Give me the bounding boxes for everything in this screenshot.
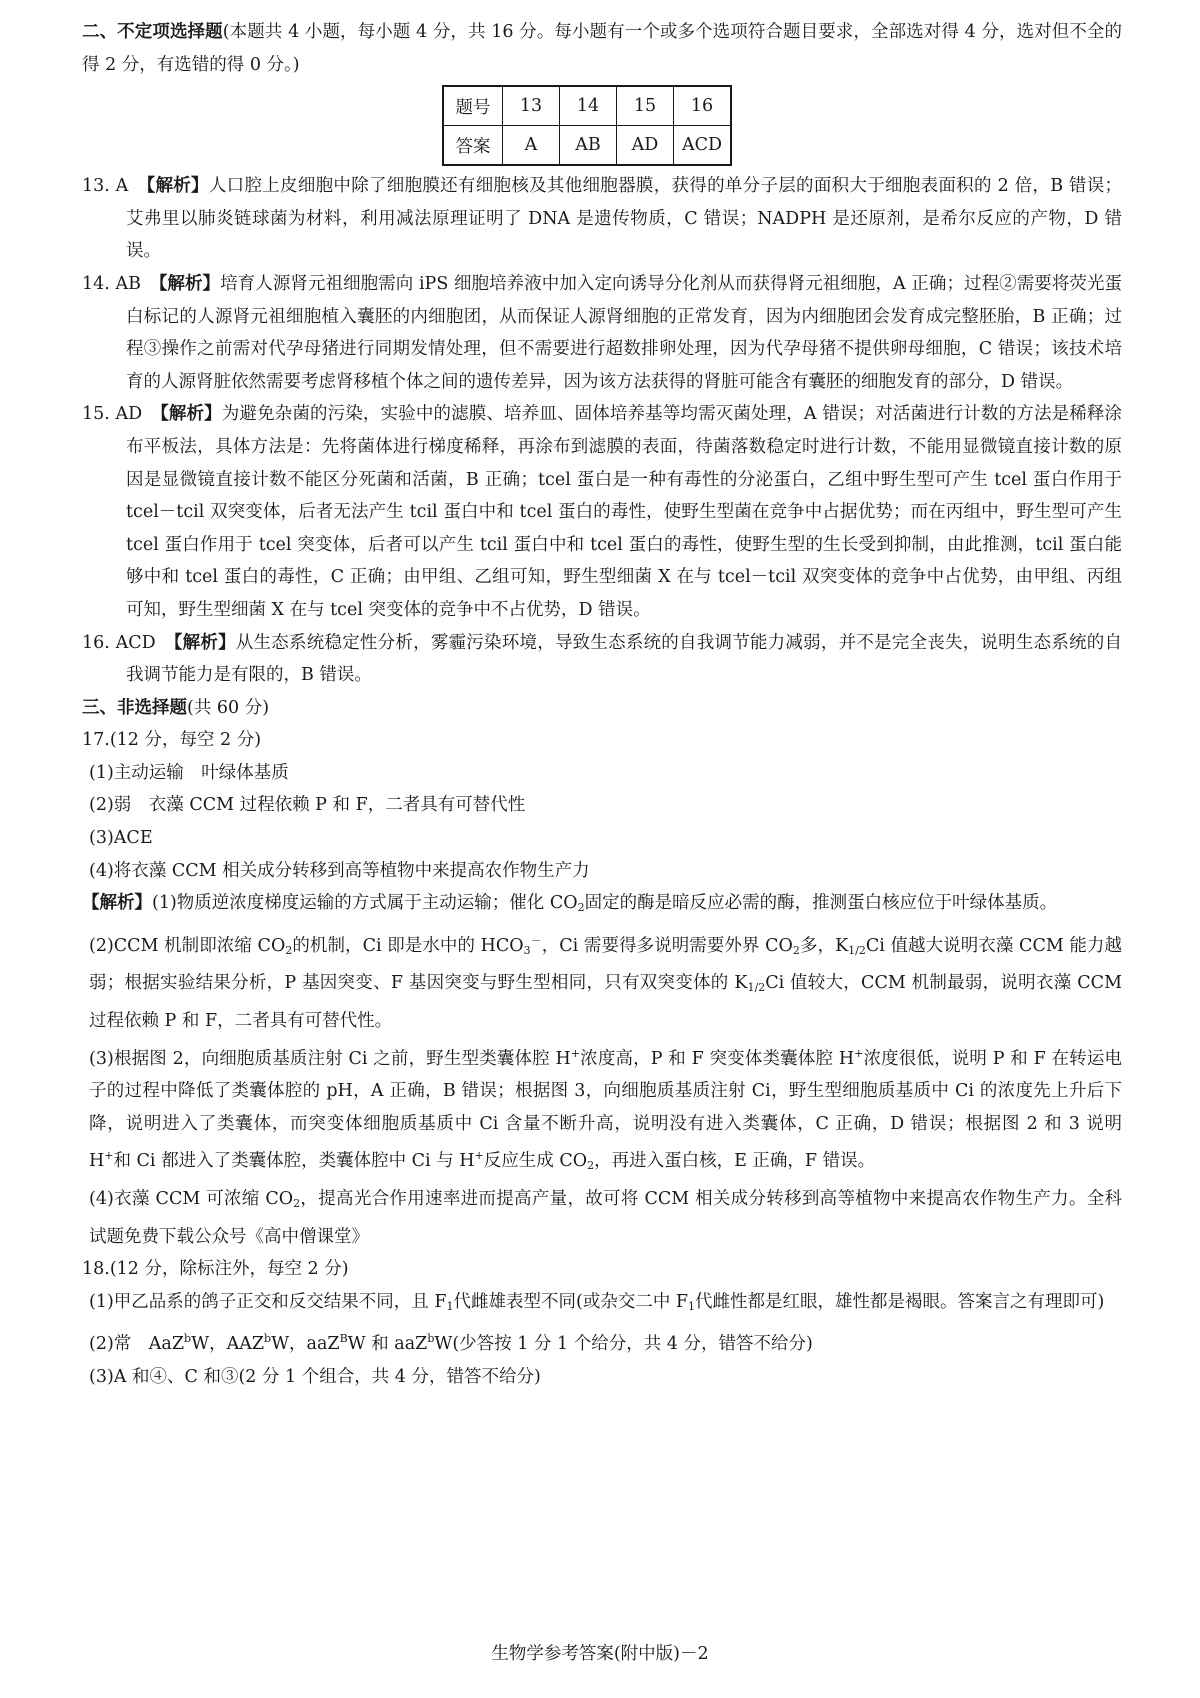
q15-text: 为避免杂菌的污染，实验中的滤膜、培养皿、固体培养基等均需灭菌处理，A 错误；对活菌进行计数的方法是稀释涂布平板法，具体方法是：先将菌体进行梯度稀释，再涂布到滤膜的表面，待菌落数稳定时进行计数，不能用显微镜直接计数的原因是显微镜直接计数不能区分死菌和活菌，B 正确；tcel 蛋白是一种有毒性的分泌蛋白，乙组中野生型可产生 tcel 蛋白作用于 tcel－tcil 双突变体，后者无法产生 tcil 蛋白中和 tcel 蛋白的毒性，使野生型菌在竞争中占据优势；而在丙组中，野生型可产生 tcel 蛋白作用于 tcel 突变体，后者可以产生 tcil 蛋白中和 tcel 蛋白的毒性，使野生型的生长受到抑制，由此推测，tcil 蛋白能够中和 tcel 蛋白的毒性，C 正确；由甲组、乙组可知，野生型细菌 X 在与 tcel－tcil 双突变体的竞争中占优势，由甲组、丙组可知，野生型细菌 X 在与 tcel 突变体的竞争中不占优势，D 错误。 bbox=[126, 404, 1122, 620]
q15-number: 15. AD bbox=[82, 404, 143, 425]
text-run: 浓度很低，说明 P 和 F 在转运电子的过程中降低了类囊体腔的 pH，A 正确，B 错误；根据图 3，向细胞质基质注射 Ci，野生型细胞质基质中 Ci 的浓度先上升后下降，说明进入了类囊体，而突变体细胞质基质中 Ci 含量不断升高，说明没有进入类囊体，C 正确，D 错误；根据图 2 和 3 说明 H bbox=[89, 1048, 1122, 1172]
table-number-13: 13 bbox=[503, 86, 560, 126]
text-run: 反应生成 CO bbox=[483, 1151, 588, 1172]
superscript: b bbox=[184, 1332, 192, 1346]
analysis-tag: 【解析】 bbox=[159, 404, 222, 425]
q17-explanation-2 bbox=[82, 925, 1122, 1038]
text-run: 多，K bbox=[799, 935, 849, 956]
table-answer-13: A bbox=[503, 126, 560, 166]
promo-text: 全科试题免费下载公众号《高中僧课堂》 bbox=[89, 1189, 1122, 1247]
section2-desc: (本题共 4 小题，每小题 4 分，共 16 分。每小题有一个或多个选项符合题目要求，全部选对得 4 分，选对但不全的得 2 分，有选错的得 0 分。) bbox=[82, 22, 1123, 75]
text-run: W，AAZ bbox=[191, 1334, 265, 1355]
section2-heading bbox=[82, 16, 1122, 81]
table-answer-14: AB bbox=[560, 126, 617, 166]
subscript: 1 bbox=[446, 1299, 454, 1313]
text-run: (2)常 AaZ bbox=[89, 1334, 185, 1355]
subscript: 2 bbox=[792, 943, 800, 957]
superscript: b bbox=[427, 1332, 435, 1346]
superscript: + bbox=[570, 1046, 581, 1060]
subscript: 3 bbox=[523, 943, 531, 957]
answer-page bbox=[82, 16, 1122, 1394]
section3-desc: (共 60 分) bbox=[187, 697, 270, 718]
table-number-14: 14 bbox=[560, 86, 617, 126]
superscript: + bbox=[474, 1149, 484, 1163]
text-run: (1)物质逆浓度梯度运输的方式属于主动运输；催化 CO bbox=[152, 893, 578, 914]
text-run: W(少答按 1 分 1 个给分，共 4 分，错答不给分) bbox=[434, 1334, 813, 1355]
subscript: 1/2 bbox=[747, 981, 766, 995]
q14-number: 14. AB bbox=[82, 273, 141, 294]
page-footer: 生物学参考答案(附中版)－2 bbox=[491, 1644, 709, 1664]
q17-explanation-1 bbox=[82, 887, 1122, 925]
q17-explanation-3 bbox=[82, 1038, 1122, 1183]
subscript: 2 bbox=[587, 1159, 595, 1173]
analysis-tag: 【解析】 bbox=[146, 176, 209, 197]
answer-table-row-answers bbox=[443, 126, 731, 166]
q16-explanation bbox=[82, 627, 1122, 692]
text-run: (4)衣藻 CCM 可浓缩 CO bbox=[89, 1189, 294, 1209]
text-run: Ci 值较大，CCM 机制最弱，说明衣藻 CCM 过程依赖 P 和 F，二者具有可替代性。 bbox=[89, 973, 1122, 1032]
table-answer-16: ACD bbox=[674, 126, 732, 166]
q18-answer-1 bbox=[82, 1286, 1122, 1324]
q17-answer-1: (1)主动运输 叶绿体基质 bbox=[89, 762, 289, 783]
text-run: 固定的酶是暗反应必需的酶，推测蛋白核应位于叶绿体基质。 bbox=[584, 893, 1058, 914]
q14-text: 培育人源肾元祖细胞需向 iPS 细胞培养液中加入定向诱导分化剂从而获得肾元祖细胞，A 正确；过程②需要将荧光蛋白标记的人源肾元祖细胞植入囊胚的内细胞团，从而保证人源肾细胞的正常发育，因为内细胞团会发育成完整胚胎，B 正确；过程③操作之前需对代孕母猪进行同期发情处理，但不需要进行超数排卵处理，因为代孕母猪不提供卵母细胞，C 错误；该技术培育的人源肾脏依然需要考虑肾移植个体之间的遗传差异，因为该方法获得的肾脏可能含有囊胚的细胞发育的部分，D 错误。 bbox=[126, 273, 1123, 392]
text-run: ，提高光合作用速率进而提高产量，故可将 CCM 相关成分转移到高等植物中来提高农作物生产力。 bbox=[300, 1189, 1087, 1209]
superscript: b bbox=[264, 1332, 272, 1346]
text-run: (3)根据图 2，向细胞质基质注射 Ci 之前，野生型类囊体腔 H bbox=[89, 1048, 571, 1069]
answer-table-row-numbers bbox=[443, 86, 731, 126]
text-run: 的机制，Ci 即是水中的 HCO bbox=[292, 935, 524, 956]
q17-heading: 17.(12 分，每空 2 分) bbox=[82, 730, 262, 751]
text-run: (1)甲乙品系的鸽子正交和反交结果不同，且 F bbox=[89, 1291, 447, 1312]
subscript: 2 bbox=[577, 901, 585, 915]
q13-number: 13. A bbox=[82, 176, 129, 197]
text-run: 代雌性都是红眼，雄性都是褐眼。答案言之有理即可) bbox=[695, 1291, 1105, 1312]
table-answer-label: 答案 bbox=[443, 126, 503, 166]
q13-explanation bbox=[82, 170, 1122, 268]
q17-answer-3: (3)ACE bbox=[89, 828, 153, 849]
subscript: 2 bbox=[285, 943, 293, 957]
analysis-tag: 【解析】 bbox=[173, 632, 236, 653]
analysis-tag: 【解析】 bbox=[82, 893, 152, 914]
subscript: 1/2 bbox=[848, 943, 866, 957]
section3-title: 三、非选择题 bbox=[82, 697, 187, 718]
subscript: 2 bbox=[293, 1197, 301, 1210]
superscript: B bbox=[339, 1332, 348, 1346]
section3-heading bbox=[82, 692, 1122, 725]
q18-answer-3: (3)A 和④、C 和③(2 分 1 个组合，共 4 分，错答不给分) bbox=[89, 1366, 541, 1387]
q17-answer-2: (2)弱 衣藻 CCM 过程依赖 P 和 F，二者具有可替代性 bbox=[89, 795, 526, 816]
table-number-16: 16 bbox=[674, 86, 732, 126]
q18-heading: 18.(12 分，除标注外，每空 2 分) bbox=[82, 1259, 349, 1280]
text-run: (2)CCM 机制即浓缩 CO bbox=[89, 935, 286, 956]
text-run: ，再进入蛋白核，E 正确，F 错误。 bbox=[594, 1151, 876, 1172]
text-run: 和 Ci 都进入了类囊体腔，类囊体腔中 Ci 与 H bbox=[113, 1151, 475, 1172]
text-run: Ci 值越大说明衣藻 CCM 能力越弱；根据实验结果分析，P 基因突变、F 基因突变与野生型相同，只有双突变体的 K bbox=[89, 935, 1122, 994]
q17-answer-4: (4)将衣藻 CCM 相关成分转移到高等植物中来提高农作物生产力 bbox=[89, 860, 590, 881]
q18-answer-2 bbox=[82, 1323, 1122, 1361]
q17-explanation-4 bbox=[82, 1183, 1122, 1253]
table-number-15: 15 bbox=[617, 86, 674, 126]
text-run: 浓度高，P 和 F 突变体类囊体腔 H bbox=[580, 1048, 855, 1069]
q13-text: 人口腔上皮细胞中除了细胞膜还有细胞核及其他细胞器膜，获得的单分子层的面积大于细胞表面积的 2 倍，B 错误；艾弗里以肺炎链球菌为材料，利用减法原理证明了 DNA 是遗传物质，C 错误；NADPH 是还原剂，是希尔反应的产物，D 错误。 bbox=[126, 176, 1122, 262]
text-run: W 和 aaZ bbox=[347, 1334, 428, 1355]
superscript: + bbox=[854, 1046, 864, 1060]
q14-explanation bbox=[82, 268, 1122, 398]
table-answer-15: AD bbox=[617, 126, 674, 166]
q15-explanation bbox=[82, 398, 1122, 626]
text-run: 代雌雄表型不同(或杂交二中 F bbox=[453, 1291, 689, 1312]
q16-text: 从生态系统稳定性分析，雾霾污染环境，导致生态系统的自我调节能力减弱，并不是完全丧失，说明生态系统的自我调节能力是有限的，B 错误。 bbox=[126, 632, 1123, 686]
superscript: － bbox=[530, 933, 542, 947]
subscript: 1 bbox=[688, 1299, 696, 1313]
section2-title: 二、不定项选择题 bbox=[82, 22, 223, 42]
text-run: ，Ci 需要得多说明需要外界 CO bbox=[541, 935, 793, 956]
text-run: W，aaZ bbox=[271, 1334, 340, 1355]
q16-number: 16. ACD bbox=[82, 632, 156, 653]
table-header-label: 题号 bbox=[443, 86, 503, 126]
superscript: + bbox=[104, 1149, 114, 1163]
analysis-tag: 【解析】 bbox=[158, 273, 221, 294]
answer-table bbox=[442, 85, 732, 166]
